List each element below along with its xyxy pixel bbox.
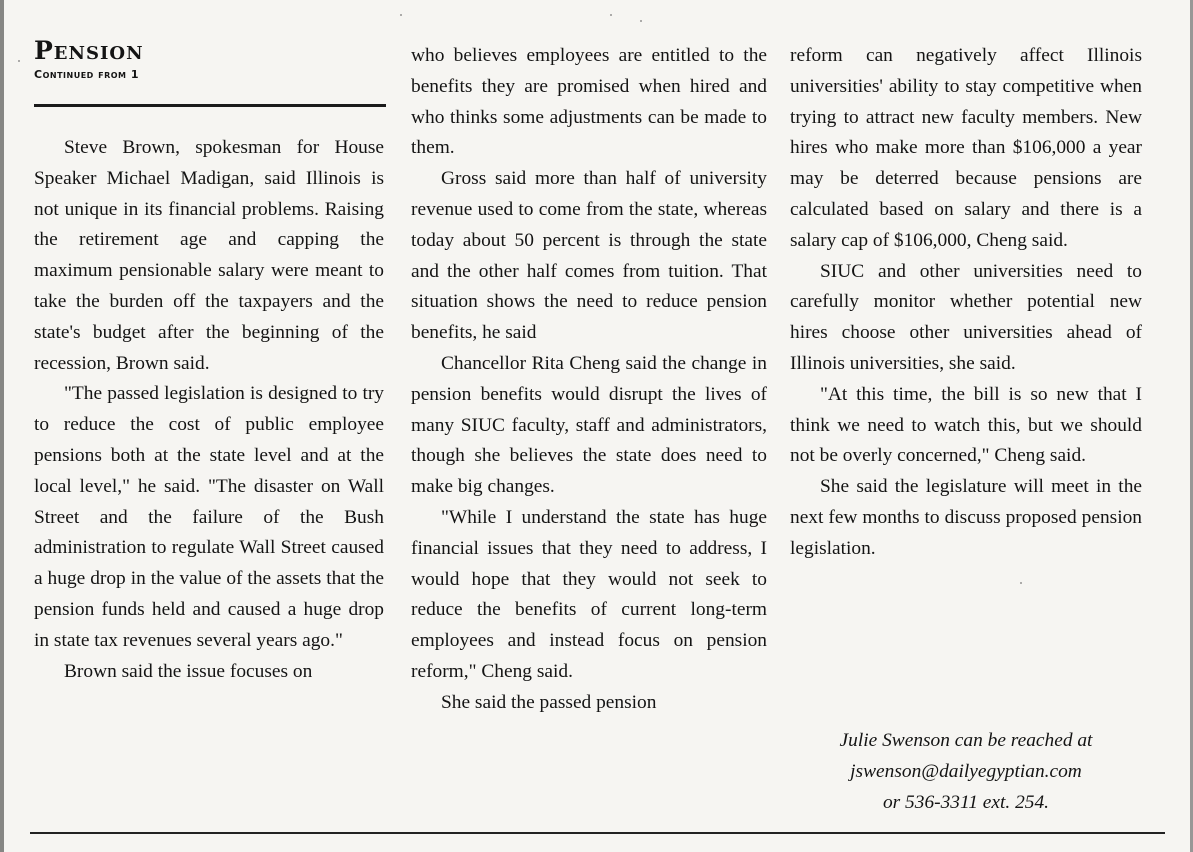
- scan-speck: [18, 60, 20, 62]
- paragraph: Chancellor Rita Cheng said the change in pension benefits would disrupt the lives of many SIUC faculty, staff and administrators, though she believes the state does need to make big changes.: [411, 352, 767, 498]
- author-credit: [790, 726, 1142, 818]
- headline-rule: [34, 104, 386, 107]
- paragraph: SIUC and other universities need to carefully monitor whether potential new hires choose other universities ahead of Illinois universities, she said.: [790, 260, 1142, 374]
- credit-line: Julie Swenson can be reached at: [839, 730, 1093, 751]
- scan-speck: [1020, 582, 1022, 584]
- paragraph: who believes employees are entitled to the benefits they are promised when hired and who thinks some adjustments can be made to them.: [411, 45, 767, 159]
- bottom-rule: [30, 832, 1165, 834]
- paragraph: She said the legislature will meet in the next few months to discuss proposed pension legislation.: [790, 476, 1142, 559]
- scan-left-edge: [0, 0, 4, 852]
- paragraph: "At this time, the bill is so new that I think we need to watch this, but we should not be overly concerned," Cheng said.: [790, 383, 1142, 467]
- continued-label: Continued from 1: [34, 68, 139, 81]
- headline-block: [34, 38, 384, 81]
- paragraph: "While I understand the state has huge financial issues that they need to address, I would hope that they would not seek to reduce the benefits of current long-term employees and instead focus on pension reform," Cheng said.: [411, 506, 767, 682]
- paragraph: reform can negatively affect Illinois universities' ability to stay competitive when trying to attract new faculty members. New hires who make more than $106,000 a year may be deterred because pensions are calculated based on salary and there is a salary cap of $106,000, Cheng said.: [790, 45, 1142, 251]
- credit-phone: or 536-3311 ext. 254.: [882, 791, 1050, 813]
- column-1: [34, 133, 384, 687]
- paragraph: Brown said the issue focuses on: [64, 660, 313, 682]
- column-2: [411, 41, 767, 719]
- paragraph: Steve Brown, spokesman for House Speaker Michael Madigan, said Illinois is not unique in its financial problems. Raising the retirement age and capping the maximum pensionable salary were meant to take the burden off the taxpayers and the state's budget after the beginning of the recession, Brown said.: [34, 137, 384, 374]
- paragraph: "The passed legislation is designed to try to reduce the cost of public employee pensions both at the state level and at the local level," he said. "The disaster on Wall Street and the failure of the Bush administration to regulate Wall Street caused a huge drop in the value of the assets that the pension funds held and caused a huge drop in state tax revenues several years ago.": [34, 383, 384, 651]
- paragraph: Gross said more than half of university revenue used to come from the state, whereas today about 50 percent is through the state and the other half comes from tuition. That situation shows the need to reduce pension benefits, he said: [411, 168, 767, 344]
- headline: Pension: [34, 36, 144, 65]
- scan-speck: [610, 14, 612, 16]
- column-3: [790, 41, 1142, 565]
- paragraph: She said the passed pension: [441, 691, 657, 713]
- scan-speck: [400, 14, 402, 16]
- credit-email: jswenson@dailyegyptian.com: [850, 760, 1082, 782]
- scan-speck: [640, 20, 642, 22]
